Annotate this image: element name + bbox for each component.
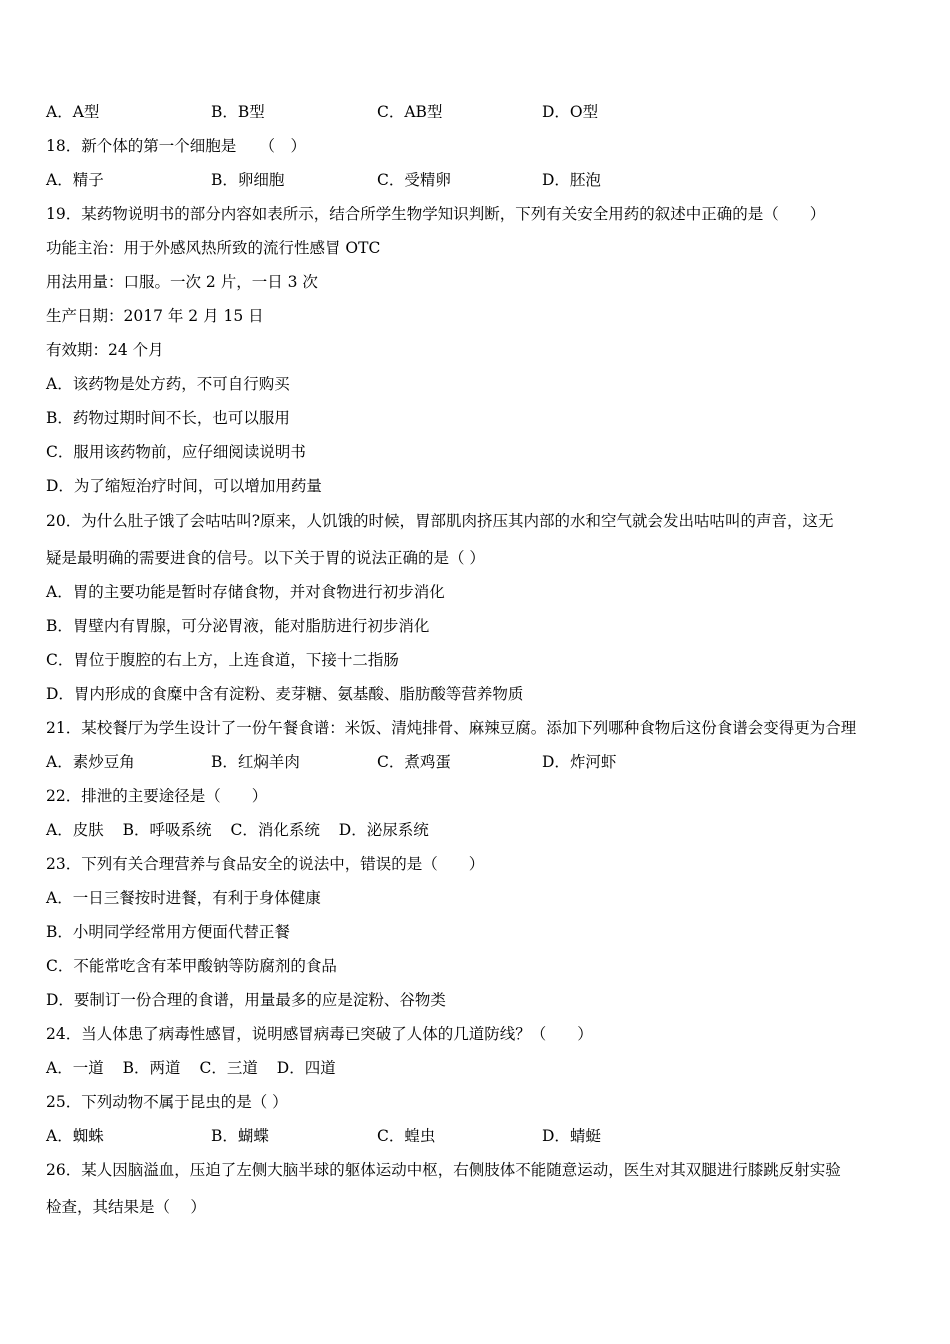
q26-stem-line2: 检查，其结果是（ ） [46, 1198, 206, 1216]
q25-option-d: D．蜻蜓 [542, 1127, 601, 1145]
q23-stem: 23．下列有关合理营养与食品安全的说法中，错误的是（ ） [46, 855, 485, 873]
q19-option-a: A．该药物是处方药，不可自行购买 [46, 375, 290, 393]
q22-options [46, 820, 443, 840]
q19-info-production-date: 生产日期：2017 年 2 月 15 日 [46, 307, 264, 325]
q23-option-c: C．不能常吃含有苯甲酸钠等防腐剂的食品 [46, 957, 337, 975]
q18-option-b: B．卵细胞 [211, 171, 285, 189]
q21-option-c: C．煮鸡蛋 [377, 753, 451, 771]
q19-option-c: C．服用该药物前，应仔细阅读说明书 [46, 443, 306, 461]
q25-stem: 25．下列动物不属于昆虫的是（ ） [46, 1093, 288, 1111]
q18-option-d: D．胚泡 [542, 171, 601, 189]
q18-option-a: A．精子 [46, 171, 104, 189]
q21-stem: 21．某校餐厅为学生设计了一份午餐食谱：米饭、清炖排骨、麻辣豆腐。添加下列哪种食物后这份食谱会变得更为合理 [46, 719, 857, 737]
q20-stem-line2: 疑是最明确的需要进食的信号。以下关于胃的说法正确的是（ ） [46, 549, 485, 567]
q22-option-d: D．泌尿系统 [338, 821, 429, 839]
q25-option-c: C．蝗虫 [377, 1127, 436, 1145]
q24-option-a: A．一道 [46, 1059, 104, 1077]
q17-option-c: C．AB型 [377, 103, 443, 121]
q19-option-d: D．为了缩短治疗时间，可以增加用药量 [46, 477, 322, 495]
q20-stem-line1: 20．为什么肚子饿了会咕咕叫?原来，人饥饿的时候，胃部肌肉挤压其内部的水和空气就会发出咕咕叫的声音，这无 [46, 512, 834, 530]
q20-option-c: C．胃位于腹腔的右上方，上连食道，下接十二指肠 [46, 651, 399, 669]
q24-options [46, 1058, 350, 1078]
q17-option-a: A．A型 [46, 103, 100, 121]
q23-option-d: D．要制订一份合理的食谱，用量最多的应是淀粉、谷物类 [46, 991, 446, 1009]
q22-option-c: C．消化系统 [230, 821, 320, 839]
q24-option-d: D．四道 [276, 1059, 336, 1077]
q21-option-d: D．炸河虾 [542, 753, 617, 771]
q21-option-a: A．素炒豆角 [46, 753, 135, 771]
q20-option-a: A．胃的主要功能是暂时存储食物，并对食物进行初步消化 [46, 583, 445, 601]
q24-option-b: B．两道 [122, 1059, 181, 1077]
q25-option-a: A．蜘蛛 [46, 1127, 104, 1145]
q22-option-a: A．皮肤 [46, 821, 104, 839]
q21-option-b: B．红焖羊肉 [211, 753, 300, 771]
q19-info-validity: 有效期：24 个月 [46, 341, 164, 359]
q24-option-c: C．三道 [199, 1059, 258, 1077]
q17-option-d: D．O型 [542, 103, 599, 121]
q20-option-d: D．胃内形成的食糜中含有淀粉、麦芽糖、氨基酸、脂肪酸等营养物质 [46, 685, 524, 703]
q19-info-dosage: 用法用量：口服。一次 2 片，一日 3 次 [46, 273, 318, 291]
q22-stem: 22．排泄的主要途径是（ ） [46, 787, 268, 805]
q25-option-b: B．蝴蝶 [211, 1127, 269, 1145]
q18-stem: 18．新个体的第一个细胞是 （ ） [46, 137, 306, 155]
q23-option-b: B．小明同学经常用方便面代替正餐 [46, 923, 290, 941]
q24-stem: 24．当人体患了病毒性感冒，说明感冒病毒已突破了人体的几道防线？（ ） [46, 1025, 593, 1043]
q20-option-b: B．胃壁内有胃腺，可分泌胃液，能对脂肪进行初步消化 [46, 617, 430, 635]
q23-option-a: A．一日三餐按时进餐，有利于身体健康 [46, 889, 321, 907]
q26-stem-line1: 26．某人因脑溢血，压迫了左侧大脑半球的躯体运动中枢，右侧肢体不能随意运动，医生对其双腿进行膝跳反射实验 [46, 1161, 841, 1179]
q22-option-b: B．呼吸系统 [122, 821, 212, 839]
q18-option-c: C．受精卵 [377, 171, 451, 189]
q19-option-b: B．药物过期时间不长，也可以服用 [46, 409, 290, 427]
q19-stem: 19．某药物说明书的部分内容如表所示，结合所学生物学知识判断，下列有关安全用药的叙述中正确的是（ ） [46, 205, 826, 223]
q17-option-b: B．B型 [211, 103, 265, 121]
q19-info-function: 功能主治：用于外感风热所致的流行性感冒 OTC [46, 239, 381, 257]
